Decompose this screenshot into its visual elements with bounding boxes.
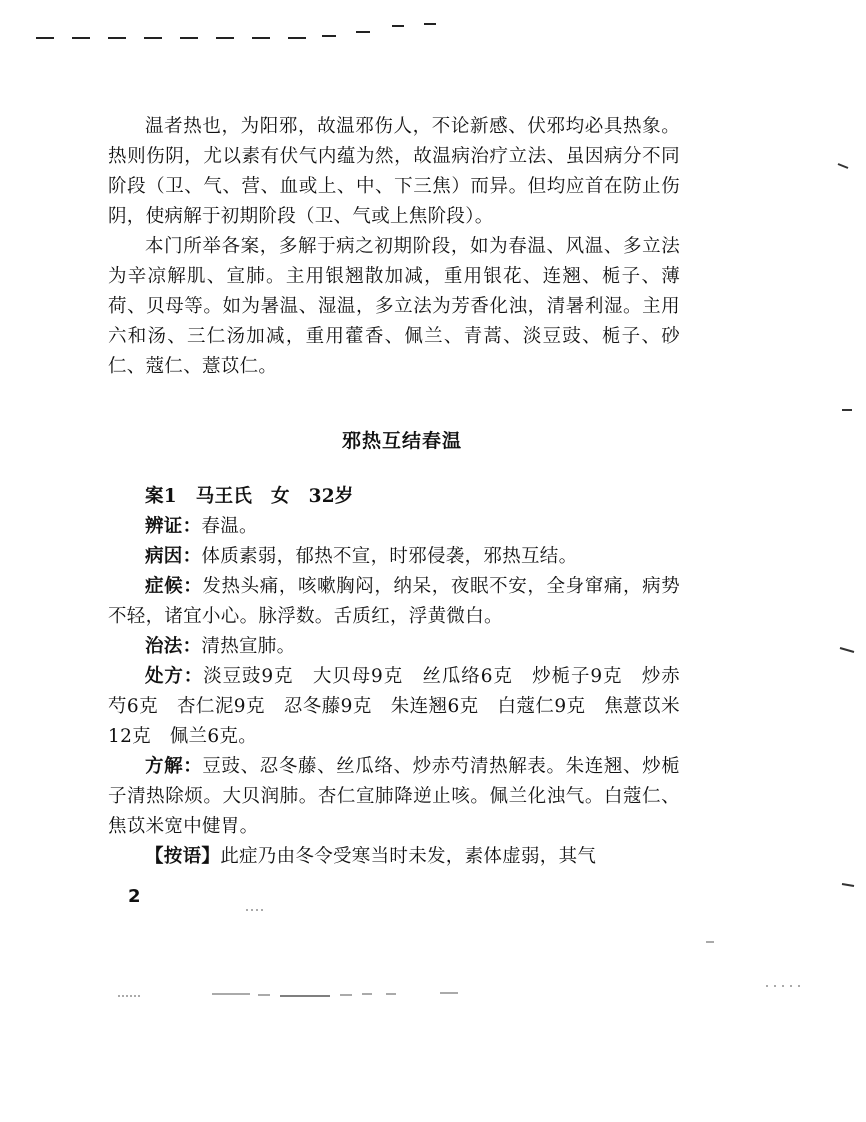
- case-explanation: [108, 752, 680, 842]
- scan-noise-right-edge: [836, 150, 866, 910]
- treatment-label: 治法：: [145, 636, 202, 657]
- prescription-text: 淡豆豉9克 大贝母9克 丝瓜络6克 炒栀子9克 炒赤芍6克 杏仁泥9克 忍冬藤9克 朱连翘6克 白蔻仁9克 焦薏苡米12克 佩兰6克。: [108, 666, 680, 747]
- cause-label: 病因：: [145, 546, 202, 567]
- scan-noise-bottom: [0, 900, 866, 1010]
- case-diagnosis: [108, 512, 680, 542]
- diagnosis-text: 春温。: [201, 516, 258, 537]
- symptoms-label: 症候：: [145, 576, 203, 597]
- case-header: [108, 482, 680, 512]
- page-number: 2: [128, 886, 141, 907]
- case-header-text: 案1 马王氏 女 32岁: [145, 486, 354, 507]
- explanation-text: 豆豉、忍冬藤、丝瓜络、炒赤芍清热解表。朱连翘、炒栀子清热除烦。大贝润肺。杏仁宣肺降逆止咳。佩兰化浊气。白蔻仁、焦苡米宽中健胃。: [108, 756, 680, 837]
- intro-paragraph-2: 本门所举各案，多解于病之初期阶段，如为春温、风温、多立法为辛凉解肌、宣肺。主用银翘散加减，重用银花、连翘、栀子、薄荷、贝母等。如为暑温、湿温，多立法为芳香化浊，清暑利湿。主用六和汤、三仁汤加减，重用藿香、佩兰、青蒿、淡豆豉、栀子、砂仁、蔻仁、薏苡仁。: [108, 236, 680, 377]
- symptoms-text: 发热头痛，咳嗽胸闷，纳呆，夜眠不安，全身窜痛，病势不轻，诸宜小心。脉浮数。舌质红，浮黄微白。: [108, 576, 680, 627]
- section-title: 邪热互结春温: [341, 430, 462, 452]
- commentary-label: 【按语】: [145, 846, 221, 867]
- page-body: [108, 112, 680, 872]
- diagnosis-label: 辨证：: [145, 516, 202, 537]
- case-symptoms: [108, 572, 680, 632]
- case-cause: [108, 542, 680, 572]
- cause-text: 体质素弱，郁热不宣，时邪侵袭，邪热互结。: [201, 546, 578, 567]
- case-prescription: [108, 662, 680, 752]
- commentary-text: 此症乃由冬令受寒当时未发，素体虚弱，其气: [220, 846, 597, 867]
- intro-paragraph-1: 温者热也，为阳邪，故温邪伤人，不论新感、伏邪均必具热象。热则伤阴，尤以素有伏气内蕴为然，故温病治疗立法、虽因病分不同阶段（卫、气、营、血或上、中、下三焦）而异。但均应首在防止伤阴，使病解于初期阶段（卫、气或上焦阶段）。: [108, 116, 680, 227]
- prescription-label: 处方：: [145, 666, 204, 687]
- case-treatment: [108, 632, 680, 662]
- treatment-text: 清热宣肺。: [201, 636, 296, 657]
- explanation-label: 方解：: [145, 756, 203, 777]
- top-dash-rule: [36, 22, 446, 42]
- case-commentary: [108, 842, 680, 872]
